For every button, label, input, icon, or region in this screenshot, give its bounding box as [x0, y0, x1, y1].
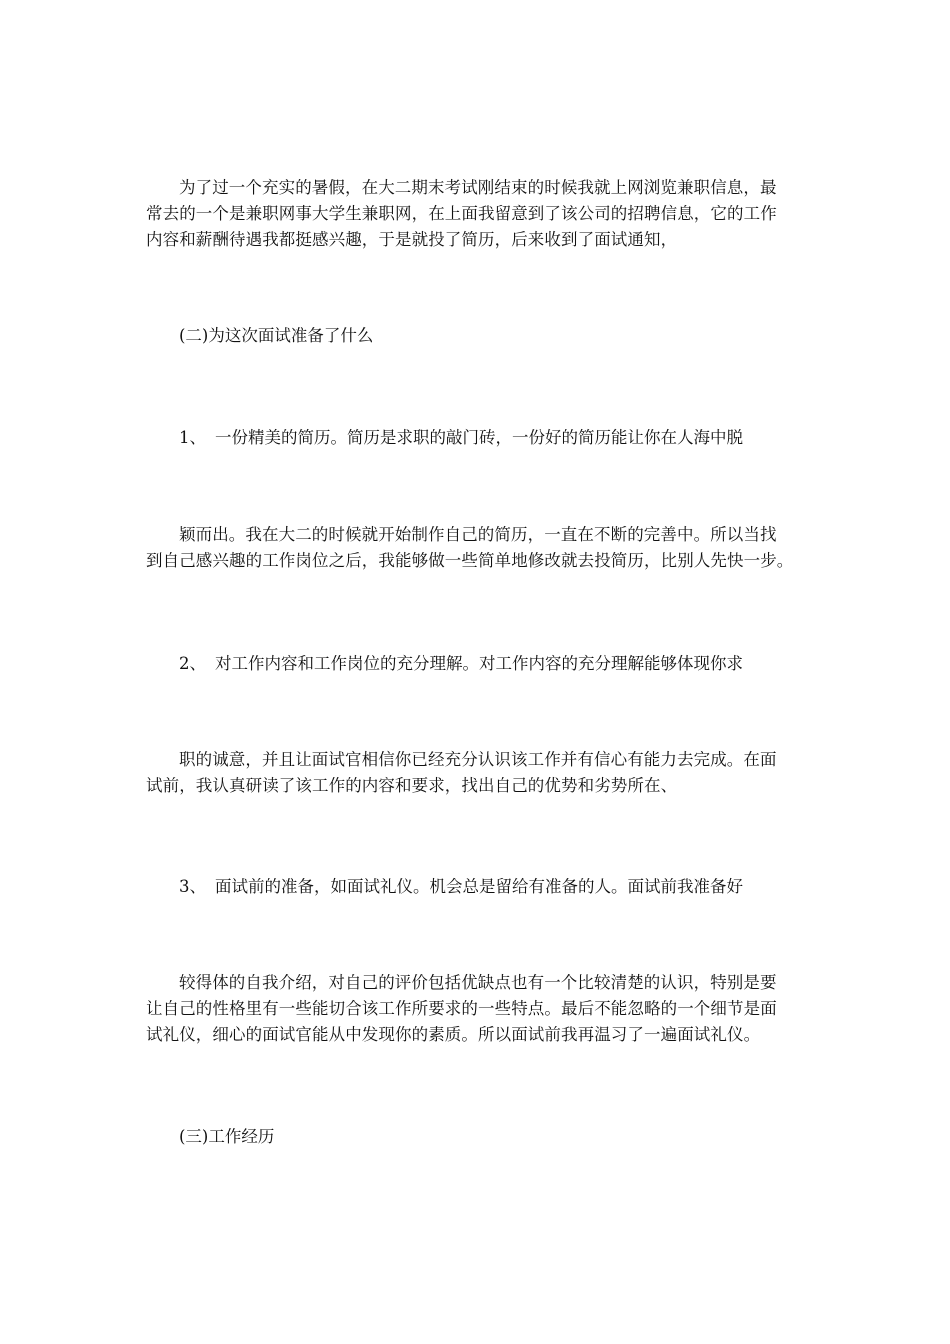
list-number: 1、 — [179, 428, 206, 447]
list-item-text: 对工作内容和工作岗位的充分理解。对工作内容的充分理解能够体现你求 — [215, 654, 743, 673]
paragraph-line: 较得体的自我介绍，对自己的评价包括优缺点也有一个比较清楚的认识，特别是要 — [179, 973, 777, 992]
paragraph-line: 颖而出。我在大二的时候就开始制作自己的简历，一直在不断的完善中。所以当找 — [179, 525, 777, 544]
paragraph-line: 常去的一个是兼职网事大学生兼职网，在上面我留意到了该公司的招聘信息，它的工作 — [146, 204, 777, 223]
paragraph-line: 试前，我认真研读了该工作的内容和要求，找出自己的优势和劣势所在、 — [146, 776, 678, 795]
list-item-text: 面试前的准备，如面试礼仪。机会总是留给有准备的人。面试前我准备好 — [215, 877, 743, 896]
paragraph-line: 内容和薪酬待遇我都挺感兴趣，于是就投了简历，后来收到了面试通知， — [146, 230, 678, 249]
section-heading-work-experience: (三)工作经历 — [179, 1127, 275, 1146]
paragraph-line: 让自己的性格里有一些能切合该工作所要求的一些特点。最后不能忽略的一个细节是面 — [146, 999, 777, 1018]
item1-continuation-paragraph — [146, 522, 812, 574]
list-number: 3、 — [179, 877, 206, 896]
list-item-3 — [179, 874, 743, 900]
list-item-2 — [179, 651, 743, 677]
paragraph-line: 到自己感兴趣的工作岗位之后，我能够做一些简单地修改就去投简历，比别人先快一步。 — [146, 551, 794, 570]
intro-paragraph — [146, 175, 812, 253]
section-heading-preparation: (二)为这次面试准备了什么 — [179, 326, 374, 345]
paragraph-line: 为了过一个充实的暑假，在大二期末考试刚结束的时候我就上网浏览兼职信息，最 — [179, 178, 777, 197]
list-number: 2、 — [179, 654, 206, 673]
list-item-text: 一份精美的简历。简历是求职的敲门砖，一份好的简历能让你在人海中脱 — [215, 428, 743, 447]
paragraph-line: 试礼仪，细心的面试官能从中发现你的素质。所以面试前我再温习了一遍面试礼仪。 — [146, 1025, 761, 1044]
item2-continuation-paragraph — [146, 747, 812, 799]
item3-continuation-paragraph — [146, 970, 812, 1048]
list-item-1 — [179, 425, 743, 451]
paragraph-line: 职的诚意，并且让面试官相信你已经充分认识该工作并有信心有能力去完成。在面 — [179, 750, 777, 769]
